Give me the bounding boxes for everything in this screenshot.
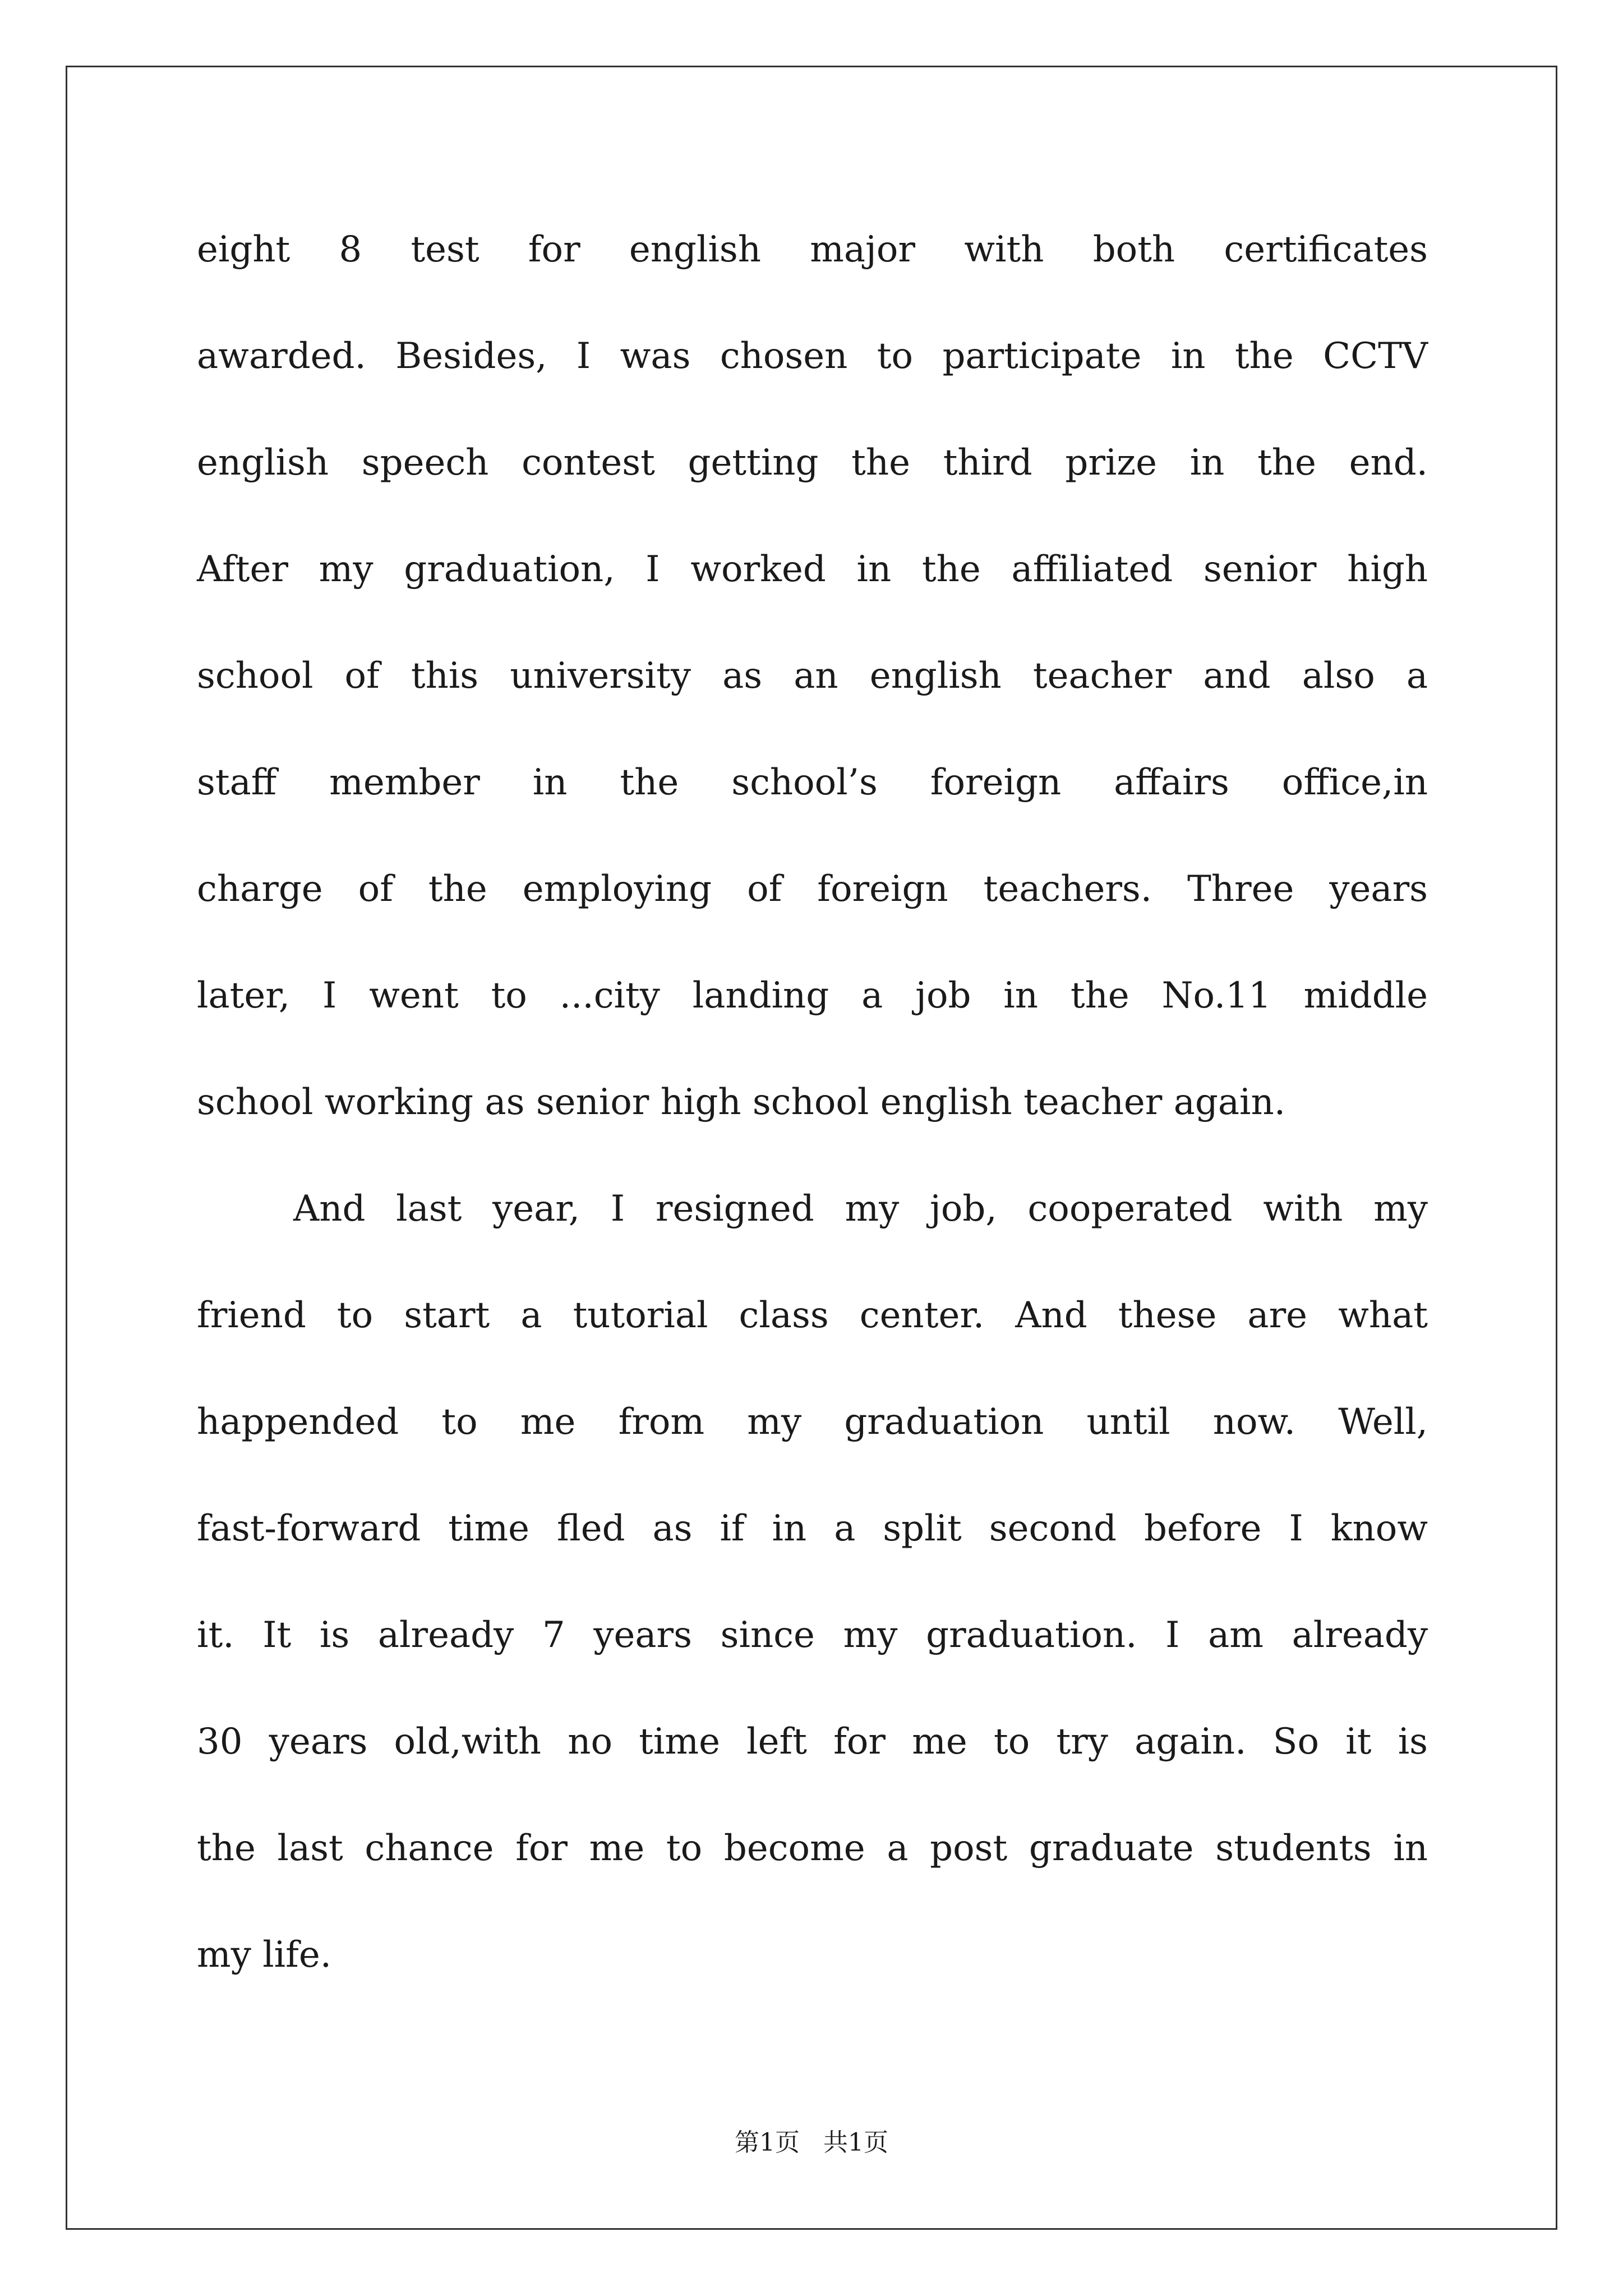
text-line: happended to me from my graduation until now. Well, bbox=[197, 1401, 1428, 1443]
paragraph-2 bbox=[197, 1156, 1428, 2008]
text-line: the last chance for me to become a post graduate students in bbox=[197, 1828, 1428, 1869]
document-body bbox=[197, 196, 1428, 2008]
text-line: school working as senior high school english teacher again. bbox=[197, 1082, 1286, 1123]
text-line: 30 years old,with no time left for me to try again. So it is bbox=[197, 1721, 1428, 1763]
text-line: charge of the employing of foreign teachers. Three years bbox=[197, 868, 1428, 910]
text-line: my life. bbox=[197, 1934, 332, 1976]
text-line: school of this university as an english teacher and also a bbox=[197, 655, 1428, 697]
text-line: awarded. Besides, I was chosen to participate in the CCTV bbox=[197, 335, 1428, 377]
text-line: And last year, I resigned my job, cooperated with my bbox=[293, 1188, 1428, 1230]
text-line: friend to start a tutorial class center. And these are what bbox=[197, 1295, 1428, 1336]
text-line: it. It is already 7 years since my graduation. I am already bbox=[197, 1614, 1428, 1656]
text-line: english speech contest getting the third prize in the end. bbox=[197, 442, 1428, 484]
text-line: later, I went to ...city landing a job in the No.11 middle bbox=[197, 975, 1428, 1016]
paragraph-1 bbox=[197, 196, 1428, 1156]
text-line: staff member in the school’s foreign affairs office,in bbox=[197, 762, 1428, 803]
text-line: eight 8 test for english major with both certificates bbox=[197, 229, 1428, 270]
page-number-footer: 第1页 共1页 bbox=[735, 2128, 888, 2157]
text-line: fast-forward time fled as if in a split second before I know bbox=[197, 1508, 1428, 1549]
text-line: After my graduation, I worked in the affiliated senior high bbox=[197, 549, 1428, 590]
